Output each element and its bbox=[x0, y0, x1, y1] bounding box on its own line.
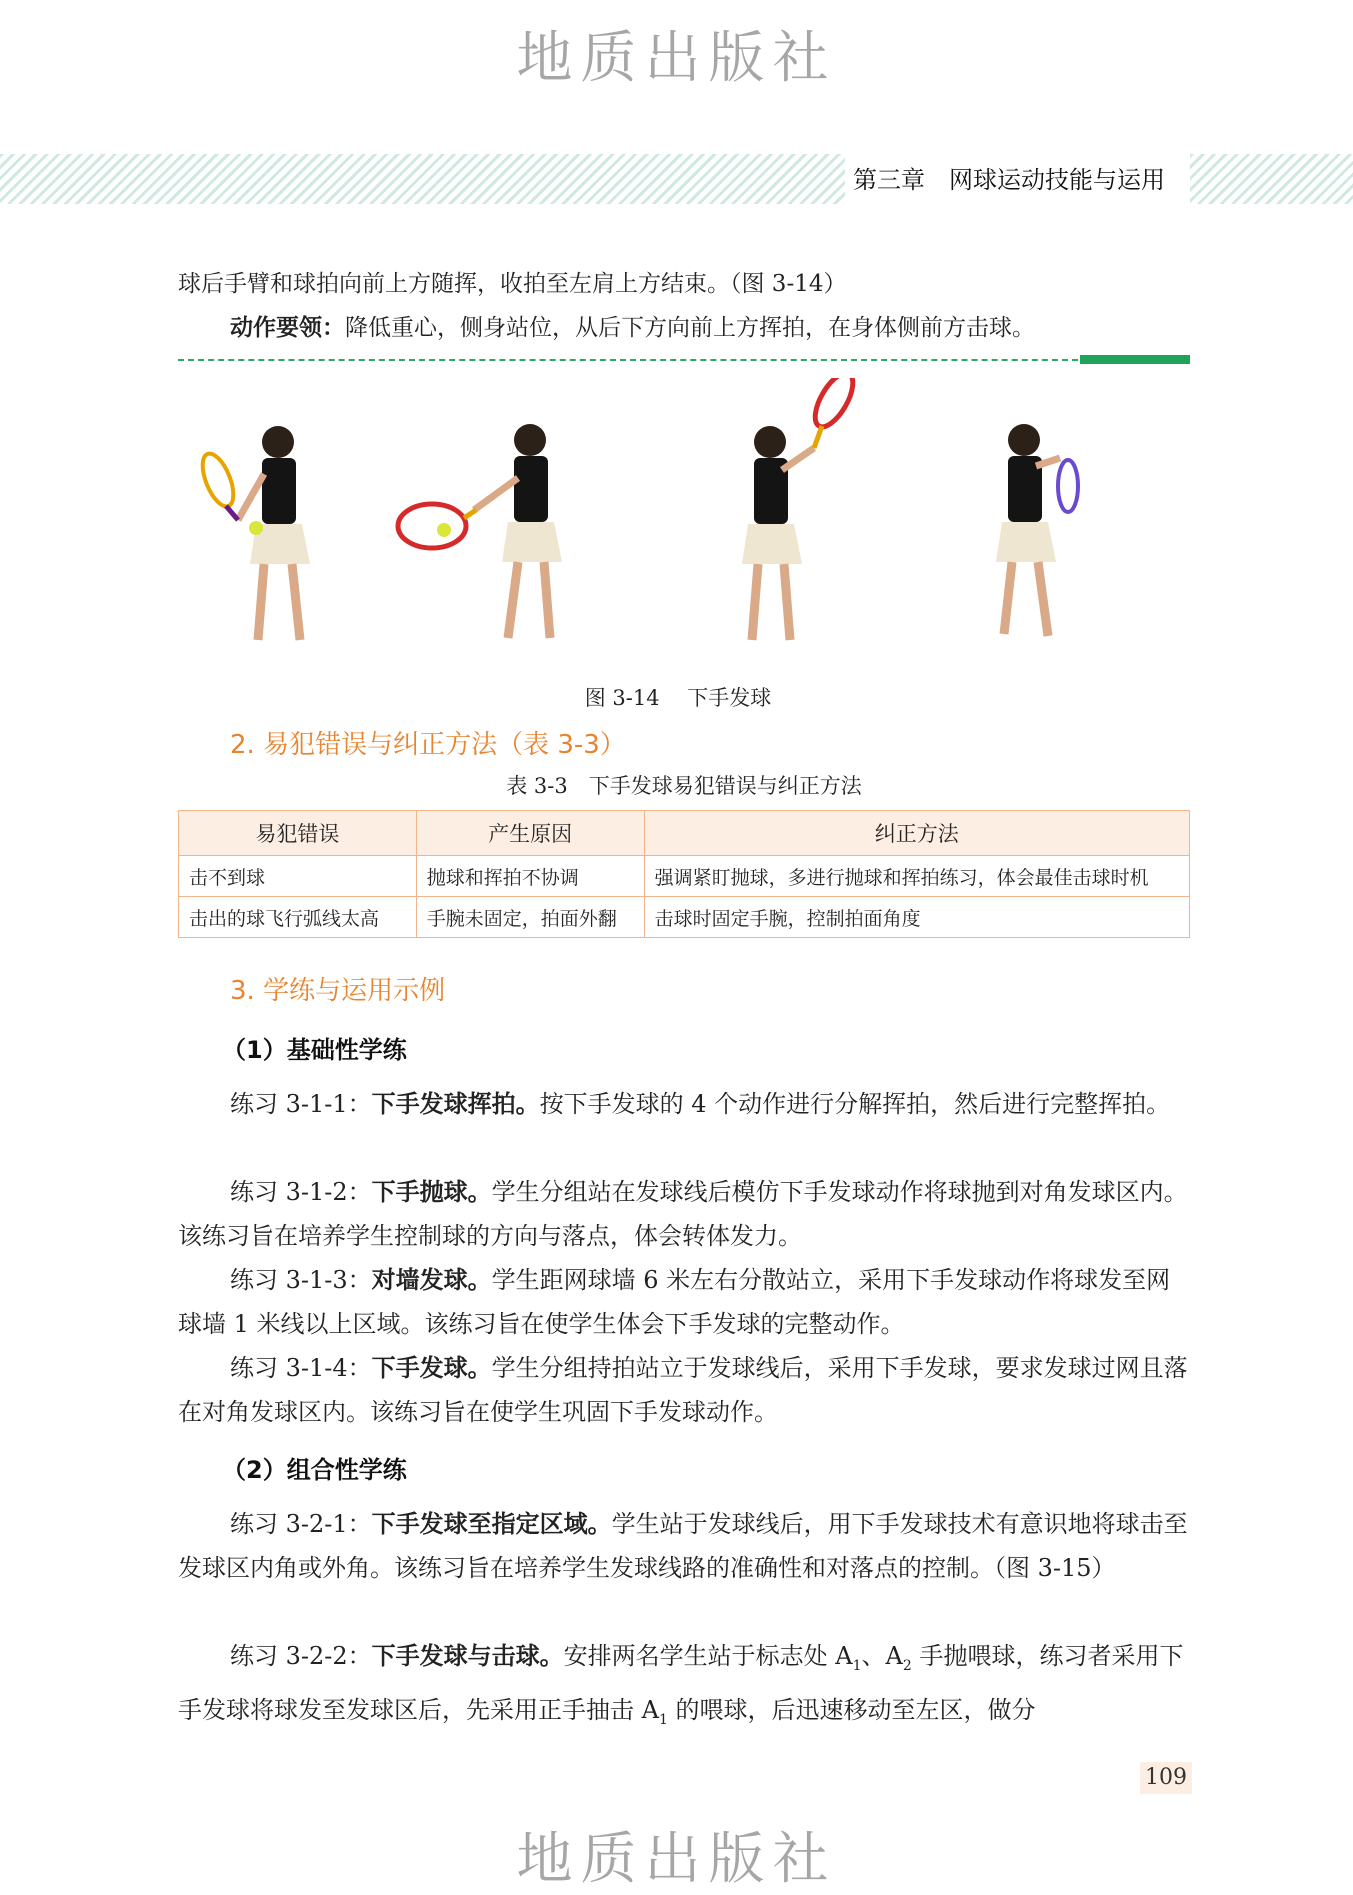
table-cell: 击出的球飞行弧线太高 bbox=[179, 897, 417, 938]
essentials-label: 动作要领： bbox=[230, 315, 345, 341]
table-cell: 强调紧盯抛球，多进行抛球和挥拍练习，体会最佳击球时机 bbox=[644, 856, 1189, 897]
exercise-paragraph bbox=[178, 1170, 1190, 1258]
dashed-divider bbox=[178, 359, 1078, 361]
table-cell: 抛球和挥拍不协调 bbox=[416, 856, 644, 897]
header-cell-error: 易犯错误 bbox=[179, 811, 417, 856]
green-accent-bar bbox=[1080, 355, 1190, 364]
subscript: 1 bbox=[658, 1711, 668, 1728]
header-cell-correction: 纠正方法 bbox=[644, 811, 1189, 856]
underhand-serve-figure bbox=[178, 378, 1178, 678]
table-cell: 击不到球 bbox=[179, 856, 417, 897]
exercise-label: 练习 3-1-2： bbox=[230, 1178, 372, 1206]
exercise-title: 下手发球。 bbox=[371, 1354, 492, 1382]
essentials-text: 降低重心，侧身站位，从后下方向前上方挥拍，在身体侧前方击球。 bbox=[345, 315, 1035, 341]
exercise-paragraph bbox=[178, 1346, 1190, 1434]
publisher-watermark-top: 地质出版社 bbox=[516, 26, 837, 91]
subscript: 1 bbox=[852, 1657, 862, 1674]
error-correction-table bbox=[178, 810, 1190, 938]
exercise-paragraph bbox=[178, 1634, 1190, 1742]
exercise-label: 练习 3-2-1： bbox=[230, 1510, 372, 1538]
table-row bbox=[179, 856, 1190, 897]
publisher-watermark-bottom: 地质出版社 bbox=[516, 1827, 837, 1892]
table-header-row bbox=[179, 811, 1190, 856]
exercise-label: 练习 3-2-2： bbox=[230, 1642, 372, 1670]
chapter-title: 第三章 网球运动技能与运用 bbox=[853, 166, 1165, 194]
exercise-paragraph bbox=[178, 1258, 1190, 1346]
exercise-text: 手抛喂球，练习者采用下手发球将球发至发球区后，先采用正手抽击 A bbox=[178, 1642, 1184, 1724]
header-band-right bbox=[1190, 154, 1353, 204]
figure-caption: 图 3-14 下手发球 bbox=[584, 686, 772, 710]
player-pose-4 bbox=[996, 424, 1078, 636]
exercise-text: 学生站于发球线后，用下手发球技术有意识地将球击至发球区内角或外角。该练习旨在培养学生发球线路的准确性和对落点的控制。（图 3-15） bbox=[178, 1510, 1188, 1582]
table-cell: 击球时固定手腕，控制拍面角度 bbox=[644, 897, 1189, 938]
player-pose-1 bbox=[196, 426, 310, 640]
exercise-title: 下手抛球。 bbox=[371, 1178, 492, 1206]
page-number: 109 bbox=[1140, 1762, 1192, 1794]
exercise-paragraph bbox=[178, 1502, 1190, 1590]
exercise-title: 下手发球与击球。 bbox=[371, 1642, 564, 1670]
essentials-paragraph bbox=[178, 306, 1190, 350]
exercise-text: 学生分组站在发球线后模仿下手发球动作将球抛到对角发球区内。该练习旨在培养学生控制球的方向与落点，体会转体发力。 bbox=[178, 1178, 1188, 1250]
subheading-basic-practice: （1）基础性学练 bbox=[222, 1036, 407, 1064]
subscript: 2 bbox=[902, 1657, 912, 1674]
header-cell-cause: 产生原因 bbox=[416, 811, 644, 856]
section-heading-practice: 3. 学练与运用示例 bbox=[230, 976, 446, 1006]
header-band-left bbox=[0, 154, 845, 204]
exercise-title: 对墙发球。 bbox=[371, 1266, 492, 1294]
exercise-title: 下手发球挥拍。 bbox=[371, 1090, 540, 1118]
subheading-combined-practice: （2）组合性学练 bbox=[222, 1456, 407, 1484]
exercise-title: 下手发球至指定区域。 bbox=[371, 1510, 612, 1538]
exercise-text: 的喂球，后迅速移动至左区，做分 bbox=[667, 1695, 1036, 1724]
exercise-label: 练习 3-1-3： bbox=[230, 1266, 372, 1294]
player-pose-2 bbox=[398, 424, 562, 638]
exercise-text: 、A bbox=[861, 1642, 903, 1670]
exercise-paragraph bbox=[178, 1082, 1190, 1126]
player-pose-3 bbox=[742, 378, 860, 640]
exercise-text: 按下手发球的 4 个动作进行分解挥拍，然后进行完整挥拍。 bbox=[539, 1090, 1171, 1118]
table-caption: 表 3-3 下手发球易犯错误与纠正方法 bbox=[506, 774, 862, 798]
exercise-text: 学生距网球墙 6 米左右分散站立，采用下手发球动作将球发至网球墙 1 米线以上区域。该练习旨在使学生体会下手发球的完整动作。 bbox=[178, 1266, 1171, 1338]
table-row bbox=[179, 897, 1190, 938]
section-heading-errors: 2. 易犯错误与纠正方法（表 3-3） bbox=[230, 730, 626, 760]
intro-paragraph: 球后手臂和球拍向前上方随挥，收拍至左肩上方结束。（图 3-14） bbox=[178, 271, 847, 297]
exercise-text: 学生分组持拍站立于发球线后，采用下手发球，要求发球过网且落在对角发球区内。该练习旨在使学生巩固下手发球动作。 bbox=[178, 1354, 1188, 1426]
exercise-label: 练习 3-1-1： bbox=[230, 1090, 372, 1118]
exercise-label: 练习 3-1-4： bbox=[230, 1354, 372, 1382]
exercise-text: 安排两名学生站于标志处 A bbox=[563, 1642, 853, 1670]
table-cell: 手腕未固定，拍面外翻 bbox=[416, 897, 644, 938]
